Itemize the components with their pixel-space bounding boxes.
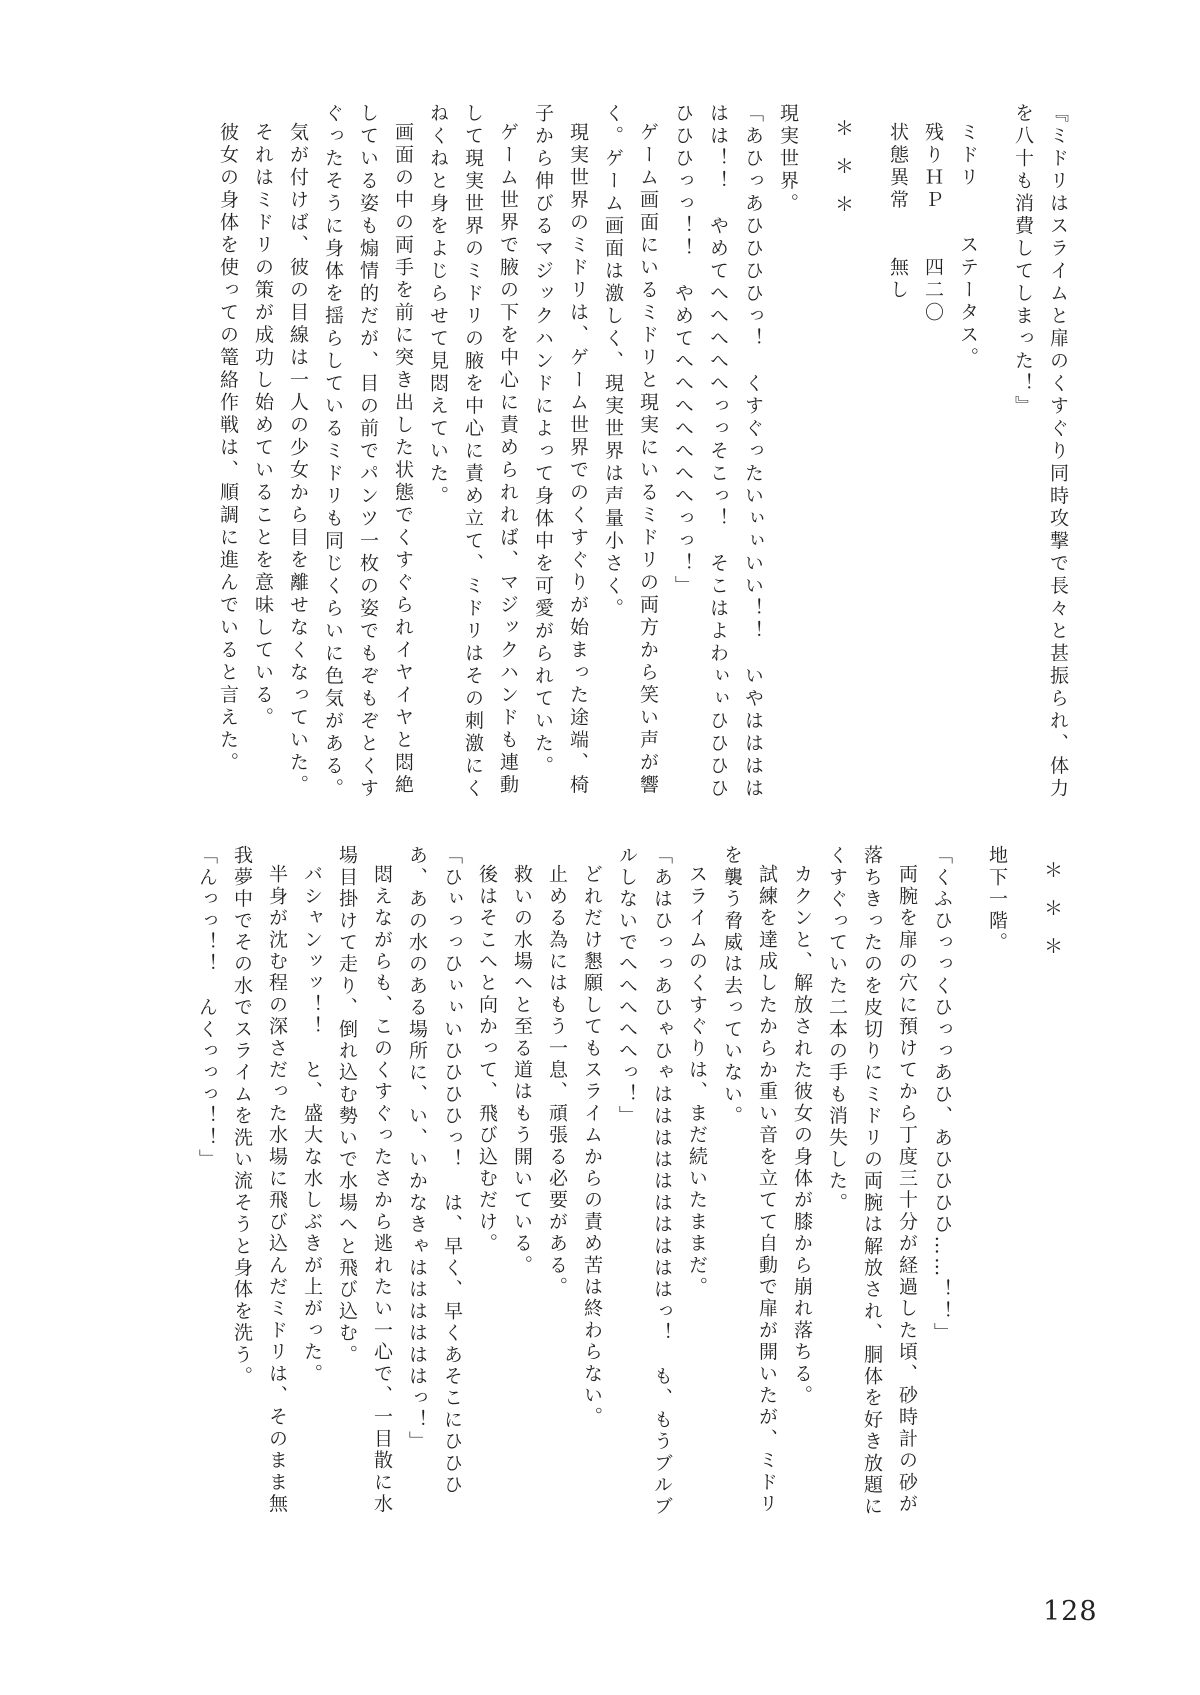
- paragraph-narration: ゲーム画面にいるミドリと現実にいるミドリの両方から笑い声が響く。ゲーム画面は激しく、現実世界は声量小さく。: [602, 103, 659, 797]
- paragraph-narration: スライムのくすぐりは、まだ続いたままだ。: [686, 864, 708, 1298]
- paragraph-status: 残りＨＰ 四二〇: [922, 122, 944, 325]
- paragraph-quote: 「あひっあひひひひっ！ くすぐったいぃぃいい！！ いやはははははは！！ やめてへへへへへっっそこっ！ そこはよわぃぃひひひひひひひっっ！！ やめてへへへへへへへっっ！」: [672, 103, 764, 801]
- paragraph-stars: ＊＊＊: [832, 118, 854, 233]
- page-number: 128: [1043, 1596, 1098, 1627]
- paragraph-narration: カクンと、解放された彼女の身体が膝から崩れ落ちる。: [791, 864, 813, 1407]
- paragraph-status: ミドリ ステータス。: [957, 122, 979, 370]
- paragraph-narration: 彼女の身体を使っての篭絡作戦は、順調に進んでいると言えた。: [217, 122, 239, 775]
- paragraph-narration: 気が付けば、彼の目線は一人の少女から目を離せなくなっていた。: [287, 122, 309, 797]
- paragraph-quote: 「んっっ！！ んくっっっ！！」: [196, 845, 218, 1171]
- paragraph-narration: 画面の中の両手を前に突き出した状態でくすぐられイヤイヤと悶絶している姿も煽情的だが、目の前でパンツ一枚の姿でもぞもぞとくすぐったそうに身体を揺らしているミドリも同じくらいに色気がある。: [322, 103, 414, 801]
- paragraph-narration: 救いの水場へと至る道はもう開いている。: [511, 864, 533, 1277]
- paragraph-narration: 後はそこへと向かって、飛び込むだけ。: [476, 864, 498, 1255]
- paragraph-narration: 半身が沈む程の深さだった水場に飛び込んだミドリは、そのまま無我夢中でその水でスライムを洗い流そうと身体を洗う。: [231, 845, 288, 1515]
- paragraph-narration: どれだけ懇願してもスライムからの責め苦は終わらない。: [581, 864, 603, 1429]
- paragraph-narration: 悶えながらも、このくすぐったさから逃れたい一心で、一目散に水場目掛けて走り、倒れ込む勢いで水場へと飛び込む。: [336, 845, 393, 1515]
- paragraph-quote: 『ミドリはスライムと扉のくすぐり同時攻撃で長々と甚振られ、体力を八十も消費してしまった！』: [1012, 103, 1069, 801]
- paragraph-stars: ＊＊＊: [1041, 860, 1063, 975]
- paragraph-narration: ゲーム世界で腋の下を中心に責められれば、マジックハンドも連動して現実世界のミドリの腋を中心に責め立て、ミドリはその刺激にくねくねと身をよじらせて見悶えていた。: [427, 103, 519, 801]
- paragraph-quote: 「ひぃっっひぃぃいひひひひっ！ は、早く、早くあそこにひひひあ、あの水のある場所に、い、いかなきゃははははははっ！」: [406, 845, 463, 1496]
- paragraph-quote: 「あはひっっあひゃひゃははははははははははっ！ も、もうブルブルしないでへへへへへっ！」: [616, 845, 673, 1518]
- paragraph-label: 地下一階。: [986, 845, 1008, 954]
- paragraph-narration: 両腕を扉の穴に預けてから丁度三十分が経過した頃、砂時計の砂が落ちきったのを皮切りにミドリの両腕は解放され、胴体を好き放題にくすぐっていた二本の手も消失した。: [826, 845, 918, 1518]
- paragraph-narration: バシャンッッ！！ と、盛大な水しぶきが上がった。: [301, 864, 323, 1385]
- paragraph-label: 現実世界。: [777, 103, 799, 216]
- paragraph-narration: 現実世界のミドリは、ゲーム世界でのくすぐりが始まった途端、椅子から伸びるマジックハンドによって身体中を可愛がられていた。: [532, 103, 589, 797]
- paragraph-status: 状態異常 無し: [887, 122, 909, 302]
- text-block-top: [210, 103, 1075, 816]
- text-block-bottom: [189, 845, 1069, 1523]
- paragraph-narration: 止める為にはもう一息、頑張る必要がある。: [546, 864, 568, 1298]
- paragraph-narration: 試練を達成したからか重い音を立てて自動で扉が開いたが、ミドリを襲う脅威は去っていない。: [721, 845, 778, 1515]
- paragraph-narration: それはミドリの策が成功し始めていることを意味している。: [252, 122, 274, 730]
- paragraph-quote: 「くふひっっくひっっあひ、あひひひひ……！！」: [931, 845, 953, 1345]
